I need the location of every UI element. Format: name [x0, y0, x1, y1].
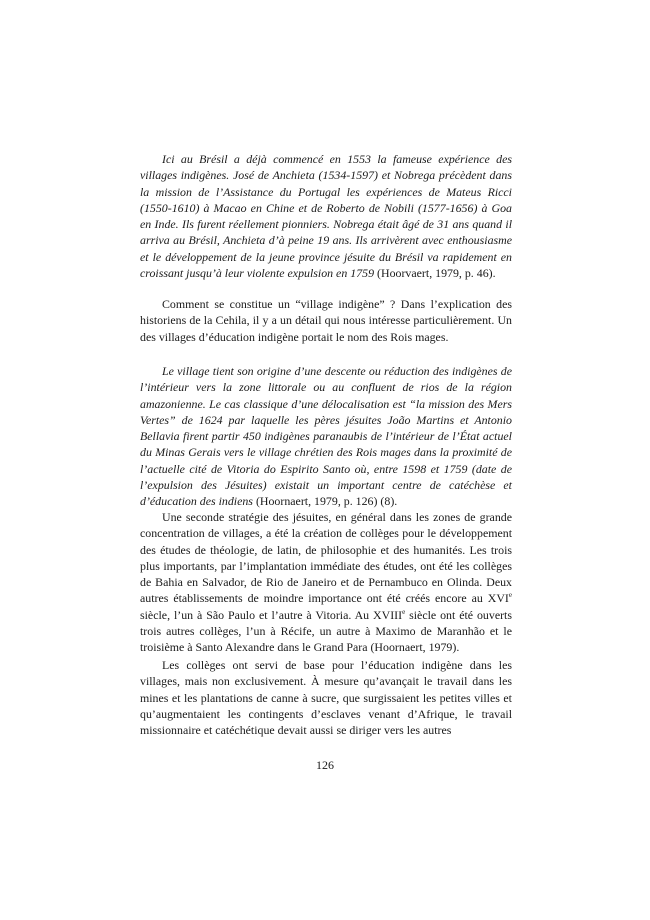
quote-citation: (Hoornaert, 1979, p. 126) (8).	[255, 494, 398, 509]
quote-text: Ici au Brésil a déjà commencé en 1553 la fameuse expérience des villages indigènes. José de Anchieta (1534-1597) et Nobrega précèdent dans la mission de l’Assistance du Portugal les expériences de Mateus Ricci (1550-1610) à Macao en Chine et de Roberto de Nobili (1577-1656) à Goa en Inde. Ils furent réellement pionniers. Nobrega était âgé de 31 ans quand il arriva au Brésil, Anchieta d’à peine 19 ans. Ils arrivèrent avec enthousiasme et le développement de la jeune province jésuite du Brésil va rapidement en croissant jusqu’à leur violente expulsion en 1759	[140, 152, 512, 281]
body-paragraph: Les collèges ont servi de base pour l’éducation indigène dans les villages, mais non exclusivement. À mesure qu’avançait le travail dans les mines et les plantations de canne à sucre, que surgissaient les petites villes et qu’augmentaient les contingents d’esclaves venant d’Afrique, le travail missionnaire et catéchétique devait aussi se diriger vers les autres	[140, 658, 512, 738]
quote-text: Le village tient son origine d’une descente ou réduction des indigènes de l’intérieur vers la zone littorale ou au confluent de rios de la région amazonienne. Le cas classique d’une délocalisation est “la mission des Mers Vertes” de 1624 par laquelle les pères jésuites João Martins et Antonio Bellavia firent partir 450 indigènes paranaubis de l’intérieur de l’État actuel du Minas Gerais vers le village chrétien des Rois mages dans la proximité de l’actuelle cité de Vitoria do Espirito Santo où, entre 1598 et 1759 (date de l’expulsion des Jésuites) existait un important centre de catéchèse et d’éducation des indiens	[140, 364, 512, 509]
body-paragraph: Comment se constitue un “village indigène” ? Dans l’explication des historiens de la Cehila, il y a un détail qui nous intéresse particulièrement. Un des villages d’éducation indigène portait le nom des Rois mages.	[140, 297, 512, 344]
block-quote-anchieta	[140, 151, 512, 281]
block-quote-mers-vertes	[140, 363, 512, 510]
text-segment: Une seconde stratégie des jésuites, en général dans les zones de grande concentration de villages, a été la création de collèges pour le développement des études de théologie, de latin, de philosophie et des humanités. Les trois plus importants, par l’implantation immédiate des études, ont été les collèges de Bahia en Salvador, de Rio de Janeiro et de Pernambuco en Olinda. Deux autres établissements de moindre importance ont été créés encore au XVI	[140, 510, 512, 606]
page-number: 126	[316, 758, 334, 772]
quote-citation: (Hoorvaert, 1979, p. 46).	[377, 266, 496, 281]
superscript: e	[508, 591, 512, 600]
text-segment: siècle, l’un à São Paulo et l’autre à Vitoria. Au XVIII	[140, 607, 403, 622]
text-segment: siècle ont été ouverts trois autres collèges, l’un à Récife, un autre à Maximo de Maranhão et le troisième à Santo Alexandre dans le Grand Para (Hoornaert, 1979).	[140, 607, 512, 655]
quote-paragraph	[140, 363, 512, 510]
paragraph-colleges-strategy	[140, 509, 512, 656]
superscript: e	[402, 607, 406, 616]
paragraph-colleges-base	[140, 657, 512, 738]
body-paragraph	[140, 509, 512, 656]
quote-paragraph	[140, 151, 512, 281]
paragraph-village-indigene	[140, 296, 512, 345]
